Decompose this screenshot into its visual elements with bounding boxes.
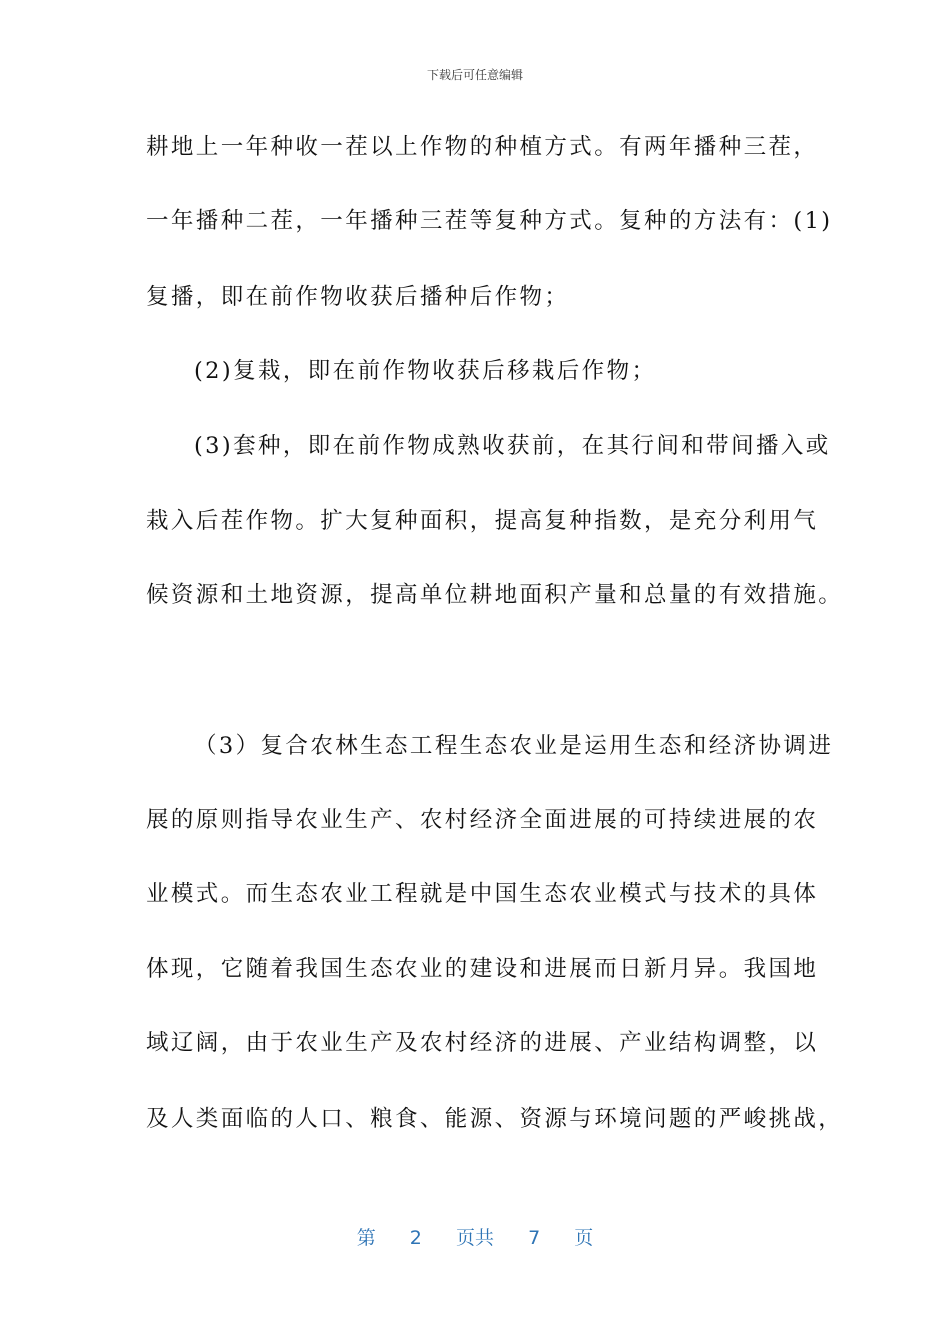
text-line: 域辽阔，由于农业生产及农村经济的进展、产业结构调整，以	[146, 1030, 819, 1056]
page-footer	[0, 1226, 950, 1250]
text-line: 一年播种二茬，一年播种三茬等复种方式。复种的方法有：(1)	[146, 208, 833, 234]
text-line: (3)套种，即在前作物成熟收获前，在其行间和带间播入或	[194, 433, 831, 459]
text-line: 及人类面临的人口、粮食、能源、资源与环境问题的严峻挑战，	[146, 1106, 844, 1132]
text-line: (2)复栽，即在前作物收获后移栽后作物；	[194, 358, 657, 384]
text-line: 展的原则指导农业生产、农村经济全面进展的可持续进展的农	[146, 807, 819, 833]
text-line: 耕地上一年种收一茬以上作物的种植方式。有两年播种三茬，	[146, 134, 819, 160]
current-page-number: 2	[409, 1227, 422, 1249]
footer-middle: 页共	[455, 1227, 494, 1249]
text-line: 候资源和土地资源，提高单位耕地面积产量和总量的有效措施。	[146, 582, 844, 608]
total-pages-number: 7	[528, 1227, 541, 1249]
text-line: 体现，它随着我国生态农业的建设和进展而日新月异。我国地	[146, 956, 819, 982]
text-line: 复播，即在前作物收获后播种后作物；	[146, 284, 570, 310]
text-line: 业模式。而生态农业工程就是中国生态农业模式与技术的具体	[146, 881, 819, 907]
footer-prefix: 第	[356, 1227, 376, 1249]
footer-suffix: 页	[574, 1227, 594, 1249]
text-line: 栽入后茬作物。扩大复种面积，提高复种指数，是充分利用气	[146, 508, 819, 534]
text-line: （3）复合农林生态工程生态农业是运用生态和经济协调进	[194, 733, 834, 759]
page-header: 下载后可任意编辑	[426, 68, 523, 82]
